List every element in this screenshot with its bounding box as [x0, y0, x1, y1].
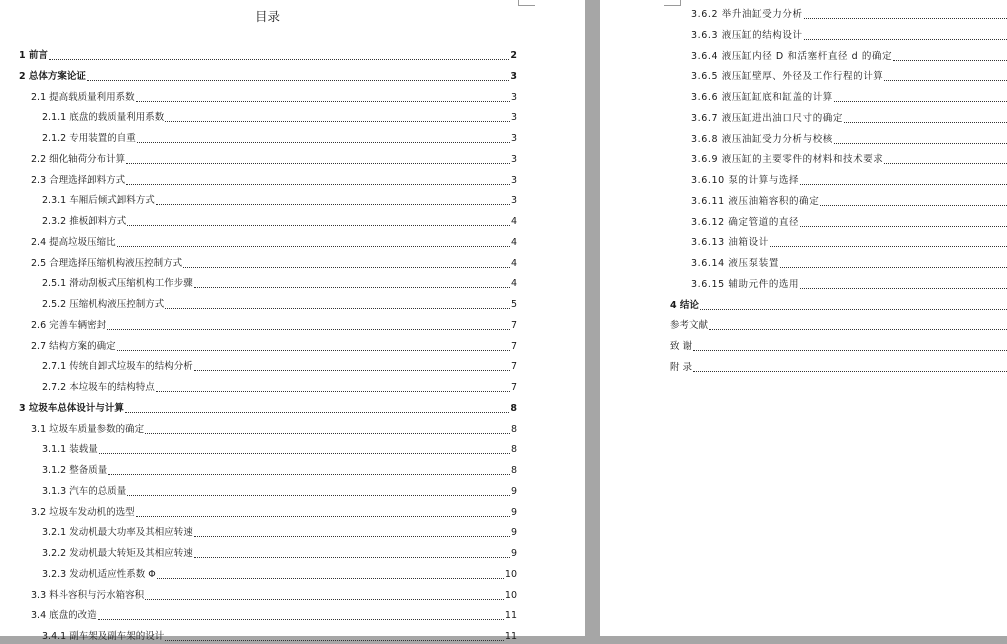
- toc-entry-page-number: 3: [510, 153, 517, 165]
- document-page-right: [600, 0, 1007, 636]
- toc-leader-dots: [98, 619, 504, 620]
- toc-entry-page-number: 10: [504, 568, 517, 580]
- toc-entry[interactable]: [42, 568, 517, 582]
- toc-leader-dots: [117, 246, 510, 247]
- toc-entry-text: 3.6.11 液压油箱容积的确定: [691, 195, 820, 207]
- toc-entry-text: 3.1.2 整备质量: [42, 465, 108, 476]
- toc-leader-dots: [194, 287, 510, 288]
- toc-entry-page-number: 11: [504, 631, 517, 642]
- toc-entry[interactable]: [31, 236, 517, 250]
- toc-entry-text: 2.3.1 车厢后倾式卸料方式: [42, 195, 155, 207]
- toc-entry[interactable]: [42, 630, 517, 644]
- toc-entry[interactable]: [42, 194, 517, 208]
- toc-entry[interactable]: [42, 298, 517, 312]
- toc-entry[interactable]: [31, 423, 517, 437]
- toc-entry-page-number: 10: [504, 589, 517, 601]
- toc-entry-text: 致 谢: [670, 341, 693, 352]
- toc-entry[interactable]: [670, 361, 1007, 375]
- toc-entry[interactable]: [42, 215, 517, 229]
- toc-entry-page-number: 9: [510, 527, 517, 539]
- toc-leader-dots: [834, 101, 1007, 102]
- toc-entry-page-number: 8: [510, 423, 517, 435]
- toc-leader-dots: [125, 412, 509, 413]
- toc-leader-dots: [137, 142, 510, 143]
- toc-entry-page-number: 3: [510, 174, 517, 186]
- toc-leader-dots: [165, 640, 504, 641]
- toc-entry[interactable]: [31, 340, 517, 354]
- toc-entry-text: 3.6.15 辅助元件的选用: [691, 278, 800, 290]
- toc-entry[interactable]: [19, 402, 517, 416]
- toc-leader-dots: [780, 267, 1007, 268]
- toc-entry[interactable]: [42, 547, 517, 561]
- toc-entry-text: 3.4.1 副车架及副车架的设计: [42, 631, 165, 642]
- toc-entry-page-number: 8: [510, 402, 517, 414]
- toc-entry[interactable]: [691, 50, 1007, 64]
- toc-entry[interactable]: [691, 236, 1007, 250]
- toc-entry-text: 3.2 垃圾车发动机的选型: [31, 506, 135, 518]
- toc-entry-page-number: 4: [510, 278, 517, 290]
- toc-leader-dots: [700, 309, 1007, 310]
- toc-leader-dots: [183, 267, 510, 268]
- toc-leader-dots: [165, 308, 510, 309]
- toc-title: 目录: [254, 9, 280, 24]
- toc-entry-text: 2.2 细化轴荷分布计算: [31, 153, 126, 165]
- toc-entry[interactable]: [19, 49, 517, 63]
- page-corner-mark: [664, 0, 681, 6]
- toc-entry-page-number: 5: [510, 299, 517, 310]
- toc-entry-page-number: 8: [510, 465, 517, 476]
- toc-leader-dots: [834, 143, 1007, 144]
- toc-leader-dots: [804, 18, 1007, 19]
- toc-entry-text: 1 前言: [19, 50, 48, 61]
- toc-leader-dots: [156, 204, 510, 205]
- toc-entry[interactable]: [691, 91, 1007, 105]
- toc-entry[interactable]: [31, 589, 517, 603]
- toc-entry-page-number: 4: [510, 236, 517, 248]
- toc-leader-dots: [87, 80, 509, 81]
- toc-entry[interactable]: [31, 153, 517, 167]
- toc-leader-dots: [893, 60, 1007, 61]
- toc-entry[interactable]: [31, 319, 517, 333]
- toc-entry[interactable]: [670, 319, 1007, 333]
- toc-entry[interactable]: [691, 278, 1007, 292]
- toc-entry-text: 4 结论: [670, 299, 699, 311]
- toc-entry-text: 2.5.2 压缩机构液压控制方式: [42, 299, 165, 310]
- toc-entry-text: 2.1.1 底盘的载质量利用系数: [42, 112, 165, 124]
- toc-leader-dots: [157, 578, 504, 579]
- toc-leader-dots: [108, 474, 510, 475]
- toc-entry-text: 2.5 合理选择压缩机构液压控制方式: [31, 257, 183, 269]
- page-corner-mark: [518, 0, 535, 6]
- toc-leader-dots: [194, 557, 510, 558]
- toc-entry-page-number: 7: [510, 340, 517, 352]
- toc-entry-text: 3.2.1 发动机最大功率及其相应转速: [42, 527, 193, 539]
- toc-leader-dots: [127, 225, 510, 226]
- toc-entry[interactable]: [31, 91, 517, 105]
- toc-entry-text: 2.5.1 滑动刮板式压缩机构工作步骤: [42, 278, 193, 290]
- toc-entry-text: 2.1 提高载质量利用系数: [31, 91, 135, 103]
- toc-entry[interactable]: [31, 506, 517, 520]
- toc-leader-dots: [156, 391, 510, 392]
- toc-entry[interactable]: [691, 133, 1007, 147]
- toc-entry[interactable]: [691, 112, 1007, 126]
- toc-entry-text: 2.1.2 专用装置的自重: [42, 133, 136, 144]
- toc-leader-dots: [800, 184, 1007, 185]
- toc-entry-text: 2.6 完善车辆密封: [31, 319, 107, 331]
- toc-entry-text: 3.6.4 液压缸内径 D 和活塞杆直径 d 的确定: [691, 50, 893, 62]
- toc-leader-dots: [800, 226, 1007, 227]
- toc-leader-dots: [770, 246, 1007, 247]
- toc-entry-page-number: 4: [510, 257, 517, 269]
- toc-entry[interactable]: [691, 216, 1007, 230]
- toc-leader-dots: [136, 516, 510, 517]
- toc-entry-text: 3.4 底盘的改造: [31, 610, 97, 622]
- toc-entry-text: 3 垃圾车总体设计与计算: [19, 402, 124, 414]
- toc-entry[interactable]: [691, 195, 1007, 209]
- toc-entry-page-number: 7: [510, 382, 517, 393]
- toc-entry-text: 3.6.6 液压缸缸底和缸盖的计算: [691, 92, 833, 103]
- toc-entry-text: 2 总体方案论证: [19, 70, 86, 82]
- toc-leader-dots: [136, 101, 510, 102]
- toc-leader-dots: [127, 495, 510, 496]
- toc-entry[interactable]: [42, 443, 517, 457]
- toc-leader-dots: [820, 205, 1007, 206]
- toc-entry-page-number: 3: [510, 133, 517, 144]
- toc-entry-text: 3.6.3 液压缸的结构设计: [691, 29, 803, 41]
- toc-entry-page-number: 3: [510, 70, 517, 82]
- toc-leader-dots: [693, 350, 1007, 351]
- toc-entry-page-number: 4: [510, 216, 517, 227]
- toc-entry-text: 3.6.8 液压油缸受力分析与校核: [691, 133, 833, 145]
- toc-entry-text: 3.6.10 泵的计算与选择: [691, 175, 800, 186]
- toc-entry-text: 3.6.2 举升油缸受力分析: [691, 9, 803, 20]
- toc-entry-text: 3.3 料斗容积与污水箱容积: [31, 589, 145, 601]
- toc-entry-page-number: 3: [510, 112, 517, 124]
- toc-entry-text: 2.4 提高垃圾压缩比: [31, 236, 116, 248]
- toc-entry-text: 2.3.2 推板卸料方式: [42, 216, 127, 227]
- toc-entry[interactable]: [42, 360, 517, 374]
- toc-entry[interactable]: [691, 257, 1007, 271]
- toc-leader-dots: [117, 350, 510, 351]
- toc-entry[interactable]: [691, 8, 1007, 22]
- toc-leader-dots: [49, 59, 509, 60]
- toc-entry-text: 附 录: [670, 361, 693, 373]
- toc-entry-text: 3.2.3 发动机适应性系数 Φ: [42, 568, 156, 580]
- toc-entry-text: 3.2.2 发动机最大转矩及其相应转速: [42, 548, 193, 559]
- toc-leader-dots: [99, 453, 510, 454]
- toc-entry[interactable]: [42, 132, 517, 146]
- toc-entry[interactable]: [19, 70, 517, 84]
- toc-entry-text: 3.1.3 汽车的总质量: [42, 485, 127, 497]
- toc-entry-page-number: 3: [510, 91, 517, 103]
- toc-entry[interactable]: [42, 277, 517, 291]
- toc-leader-dots: [709, 329, 1007, 330]
- toc-entry-text: 3.6.13 油箱设计: [691, 237, 769, 249]
- toc-leader-dots: [804, 39, 1007, 40]
- toc-entry[interactable]: [691, 153, 1007, 167]
- toc-leader-dots: [126, 163, 510, 164]
- toc-leader-dots: [844, 122, 1007, 123]
- toc-entry-page-number: 9: [510, 485, 517, 497]
- toc-entry-page-number: 2: [510, 50, 517, 61]
- toc-entry[interactable]: [691, 29, 1007, 43]
- toc-entry[interactable]: [670, 340, 1007, 354]
- toc-entry[interactable]: [691, 174, 1007, 188]
- toc-entry[interactable]: [42, 526, 517, 540]
- toc-entry-text: 参考文献: [670, 320, 709, 332]
- toc-entry-text: 2.7.1 传统自卸式垃圾车的结构分析: [42, 361, 193, 373]
- toc-leader-dots: [165, 121, 510, 122]
- toc-entry-page-number: 9: [510, 506, 517, 518]
- toc-leader-dots: [194, 536, 510, 537]
- toc-entry-page-number: 9: [510, 548, 517, 559]
- toc-entry[interactable]: [42, 111, 517, 125]
- toc-leader-dots: [145, 433, 510, 434]
- toc-entry-text: 2.7.2 本垃圾车的结构特点: [42, 382, 155, 393]
- toc-entry[interactable]: [670, 299, 1007, 313]
- toc-entry[interactable]: [31, 174, 517, 188]
- toc-entry-page-number: 7: [510, 361, 517, 373]
- toc-leader-dots: [145, 599, 504, 600]
- toc-entry-page-number: 3: [510, 195, 517, 207]
- toc-leader-dots: [884, 163, 1007, 164]
- toc-entry-text: 2.3 合理选择卸料方式: [31, 174, 126, 186]
- toc-entry-page-number: 7: [510, 319, 517, 331]
- toc-entry-text: 3.1.1 装载量: [42, 444, 98, 456]
- toc-leader-dots: [884, 80, 1007, 81]
- toc-entry-text: 3.6.7 液压缸进出油口尺寸的确定: [691, 112, 843, 124]
- toc-entry-page-number: 8: [510, 444, 517, 456]
- toc-entry[interactable]: [691, 70, 1007, 84]
- toc-entry-text: 3.6.5 液压缸壁厚、外径及工作行程的计算: [691, 71, 884, 83]
- toc-leader-dots: [126, 184, 510, 185]
- toc-leader-dots: [800, 288, 1007, 289]
- toc-entry[interactable]: [42, 485, 517, 499]
- toc-entry[interactable]: [42, 381, 517, 395]
- toc-leader-dots: [693, 371, 1007, 372]
- toc-entry-text: 3.6.12 确定管道的直径: [691, 216, 800, 228]
- toc-entry-text: 3.6.14 液压泵装置: [691, 258, 779, 269]
- toc-leader-dots: [107, 329, 510, 330]
- toc-entry-text: 3.6.9 液压缸的主要零件的材料和技术要求: [691, 154, 884, 166]
- toc-entry-text: 2.7 结构方案的确定: [31, 340, 116, 352]
- toc-entry[interactable]: [31, 609, 517, 623]
- toc-entry[interactable]: [31, 257, 517, 271]
- toc-entry-text: 3.1 垃圾车质量参数的确定: [31, 423, 145, 435]
- toc-entry[interactable]: [42, 464, 517, 478]
- toc-leader-dots: [194, 370, 510, 371]
- toc-entry-page-number: 11: [504, 610, 517, 622]
